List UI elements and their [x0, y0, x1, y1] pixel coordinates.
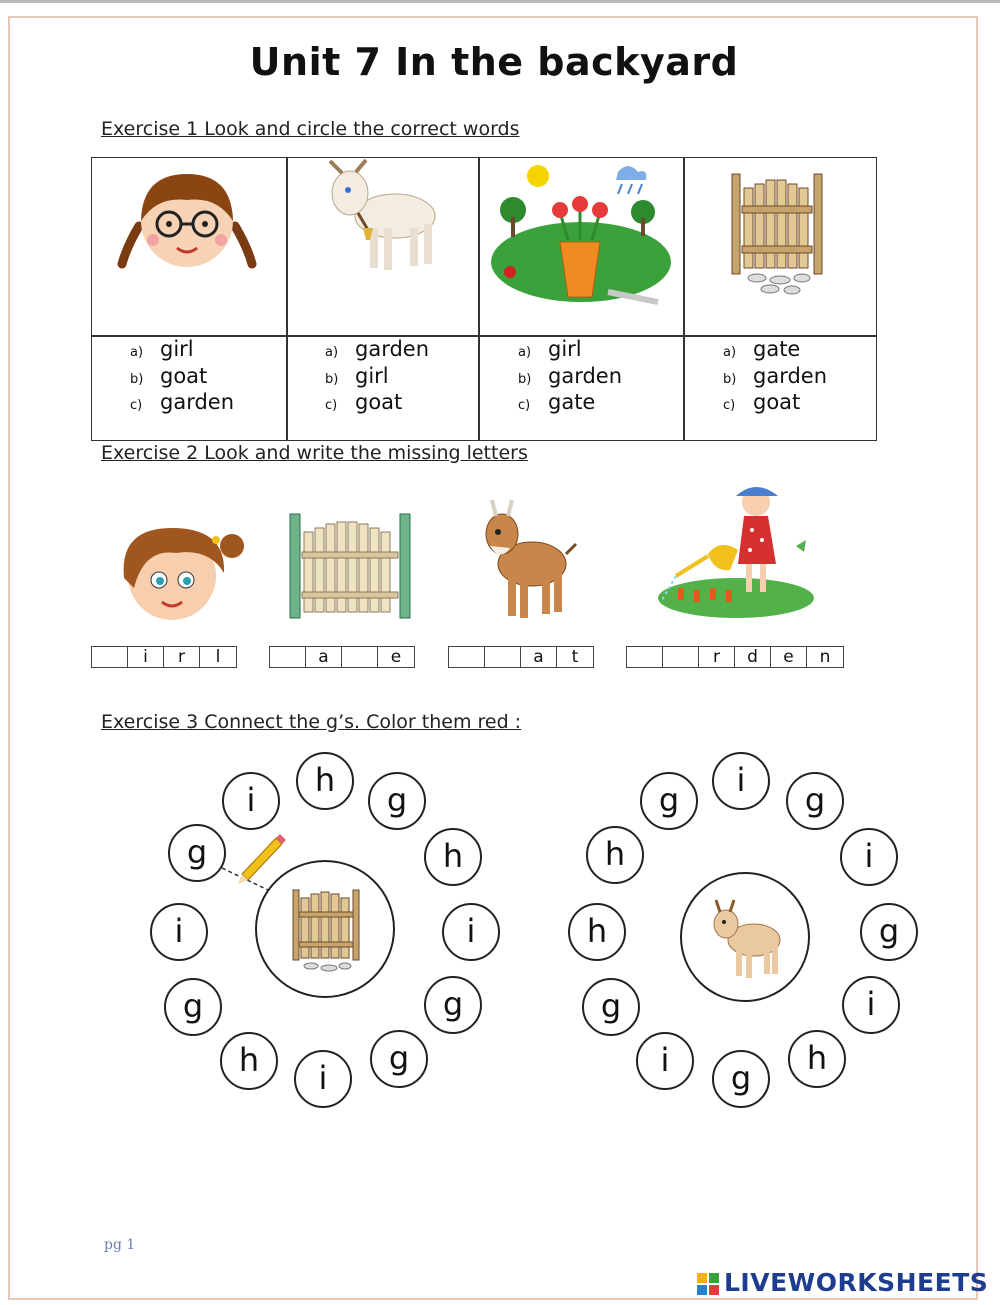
letter-bubble[interactable]: i	[442, 903, 500, 961]
letter-bubble[interactable]: g	[712, 1050, 770, 1108]
exercise1-heading: Exercise 1 Look and circle the correct words	[101, 118, 520, 140]
option-c[interactable]: c) goat	[325, 390, 403, 414]
top-edge	[0, 0, 1000, 3]
option-a[interactable]: a) girl	[130, 337, 194, 361]
word-boxes-3	[448, 646, 594, 668]
letter-box-blank[interactable]	[627, 647, 663, 667]
letter-box: a	[306, 647, 342, 667]
girl-watering-garden-picture	[656, 480, 816, 620]
letter-bubble[interactable]: h	[568, 903, 626, 961]
letter-box: a	[521, 647, 557, 667]
option-b[interactable]: b) garden	[518, 363, 623, 388]
letter-bubble[interactable]: i	[842, 976, 900, 1034]
green-gate-picture	[288, 510, 414, 620]
goat-picture	[320, 158, 450, 278]
right-wheel-center	[680, 872, 810, 1002]
exercise3-heading: Exercise 3 Connect the g’s. Color them red :	[101, 711, 522, 733]
letter-box-blank[interactable]	[663, 647, 699, 667]
word-boxes-1	[91, 646, 237, 668]
letter-bubble[interactable]: g	[860, 903, 918, 961]
letter-box-blank[interactable]	[270, 647, 306, 667]
letter-bubble[interactable]: i	[294, 1050, 352, 1108]
brand-name[interactable]: LIVEWORKSHEETS	[724, 1268, 989, 1297]
option-c[interactable]: c) gate	[518, 390, 596, 414]
liveworksheets-logo-icon	[697, 1273, 719, 1295]
letter-bubble[interactable]: g	[168, 824, 226, 882]
option-b[interactable]: b) girl	[325, 363, 389, 388]
option-c[interactable]: c) garden	[130, 390, 235, 414]
option-a[interactable]: a) gate	[723, 337, 801, 361]
gate-picture	[722, 166, 832, 296]
option-b[interactable]: b) garden	[723, 363, 828, 388]
option-c[interactable]: c) goat	[723, 390, 801, 414]
letter-bubble[interactable]: i	[840, 828, 898, 886]
letter-bubble[interactable]: g	[786, 772, 844, 830]
letter-bubble[interactable]: g	[582, 978, 640, 1036]
options-column-2	[325, 338, 429, 418]
letter-bubble[interactable]: h	[220, 1032, 278, 1090]
letter-bubble[interactable]: g	[370, 1030, 428, 1088]
girl-glasses-picture	[117, 166, 257, 276]
letter-box: d	[735, 647, 771, 667]
letter-box: r	[699, 647, 735, 667]
page-title: Unit 7 In the backyard	[249, 40, 739, 84]
girl-face-picture	[104, 518, 246, 628]
letter-bubble[interactable]: i	[222, 772, 280, 830]
letter-box-blank[interactable]	[92, 647, 128, 667]
brown-goat-picture	[462, 494, 580, 624]
garden-picture	[488, 162, 674, 312]
letter-box-blank[interactable]	[485, 647, 521, 667]
letter-bubble[interactable]: i	[712, 752, 770, 810]
letter-bubble[interactable]: i	[636, 1032, 694, 1090]
word-boxes-4	[626, 646, 844, 668]
letter-box: l	[215, 647, 221, 667]
letter-box-blank[interactable]	[449, 647, 485, 667]
page-number: pg 1	[104, 1237, 136, 1253]
letter-box-blank[interactable]	[342, 647, 378, 667]
letter-bubble[interactable]: h	[586, 826, 644, 884]
options-column-1	[130, 338, 234, 418]
options-column-3	[518, 338, 622, 418]
letter-box: e	[390, 647, 402, 667]
letter-bubble[interactable]: h	[424, 828, 482, 886]
word-boxes-2	[269, 646, 415, 668]
letter-box: r	[164, 647, 200, 667]
letter-box: t	[571, 647, 579, 667]
letter-box: e	[771, 647, 807, 667]
option-b[interactable]: b) goat	[130, 363, 208, 388]
exercise1-table	[91, 157, 877, 441]
letter-bubble[interactable]: i	[150, 903, 208, 961]
letter-box: n	[819, 647, 831, 667]
option-a[interactable]: a) garden	[325, 337, 430, 361]
letter-bubble[interactable]: g	[368, 772, 426, 830]
letter-bubble[interactable]: g	[640, 772, 698, 830]
gate-picture	[287, 882, 367, 978]
letter-box: i	[128, 647, 164, 667]
letter-bubble[interactable]: g	[424, 976, 482, 1034]
letter-bubble[interactable]: h	[788, 1030, 846, 1088]
letter-bubble[interactable]: g	[164, 978, 222, 1036]
option-a[interactable]: a) girl	[518, 337, 582, 361]
goat-picture	[704, 894, 790, 980]
options-column-4	[723, 338, 827, 418]
exercise2-heading: Exercise 2 Look and write the missing letters	[101, 442, 528, 464]
letter-bubble[interactable]: h	[296, 752, 354, 810]
